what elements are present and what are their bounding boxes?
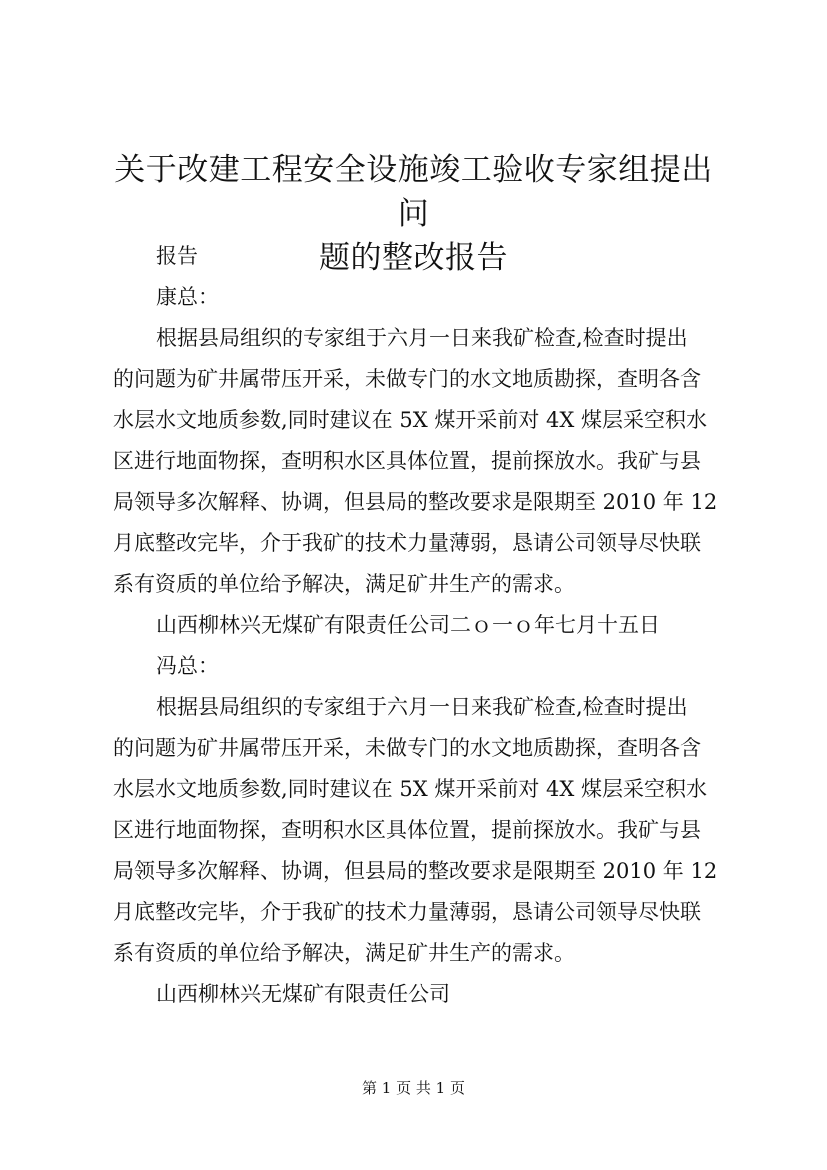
signature-with-date: 山西柳林兴无煤矿有限责任公司二ｏ一ｏ年七月十五日	[156, 613, 660, 637]
document-body	[113, 236, 725, 1015]
paragraph-line: 局领导多次解释、协调，但县局的整改要求是限期至 2010 年 12	[113, 859, 718, 883]
paragraph-line: 的问题为矿井属带压开采，未做专门的水文地质勘探，查明各含	[113, 367, 701, 391]
page-number-label: 第 1 页 共 1 页	[362, 1079, 465, 1097]
salutation-feng: 冯总：	[156, 654, 219, 678]
report-heading: 报告	[156, 244, 198, 268]
title-line-1: 关于改建工程安全设施竣工验收专家组提出问	[114, 152, 713, 232]
paragraph-line: 系有资质的单位给予解决，满足矿井生产的需求。	[113, 941, 575, 965]
paragraph-1	[113, 318, 725, 605]
paragraph-line: 根据县局组织的专家组于六月一日来我矿检查,检查时提出	[156, 695, 688, 719]
page-footer	[0, 1078, 827, 1098]
paragraph-line: 系有资质的单位给予解决，满足矿井生产的需求。	[113, 572, 575, 596]
paragraph-line: 区进行地面物探，查明积水区具体位置，提前探放水。我矿与县	[113, 818, 701, 842]
paragraph-2	[113, 687, 725, 974]
paragraph-line: 根据县局组织的专家组于六月一日来我矿检查,检查时提出	[156, 326, 688, 350]
paragraph-line: 水层水文地质参数,同时建议在 5X 煤开采前对 4X 煤层采空积水	[113, 408, 707, 432]
paragraph-line: 月底整改完毕，介于我矿的技术力量薄弱，恳请公司领导尽快联	[113, 531, 701, 555]
title-line-2: 题的整改报告	[319, 240, 508, 276]
paragraph-line: 月底整改完毕，介于我矿的技术力量薄弱，恳请公司领导尽快联	[113, 900, 701, 924]
paragraph-line: 水层水文地质参数,同时建议在 5X 煤开采前对 4X 煤层采空积水	[113, 777, 707, 801]
salutation-kang: 康总：	[156, 285, 219, 309]
paragraph-line: 的问题为矿井属带压开采，未做专门的水文地质勘探，查明各含	[113, 736, 701, 760]
signature-company: 山西柳林兴无煤矿有限责任公司	[156, 982, 450, 1006]
paragraph-line: 局领导多次解释、协调，但县局的整改要求是限期至 2010 年 12	[113, 490, 718, 514]
paragraph-line: 区进行地面物探，查明积水区具体位置，提前探放水。我矿与县	[113, 449, 701, 473]
